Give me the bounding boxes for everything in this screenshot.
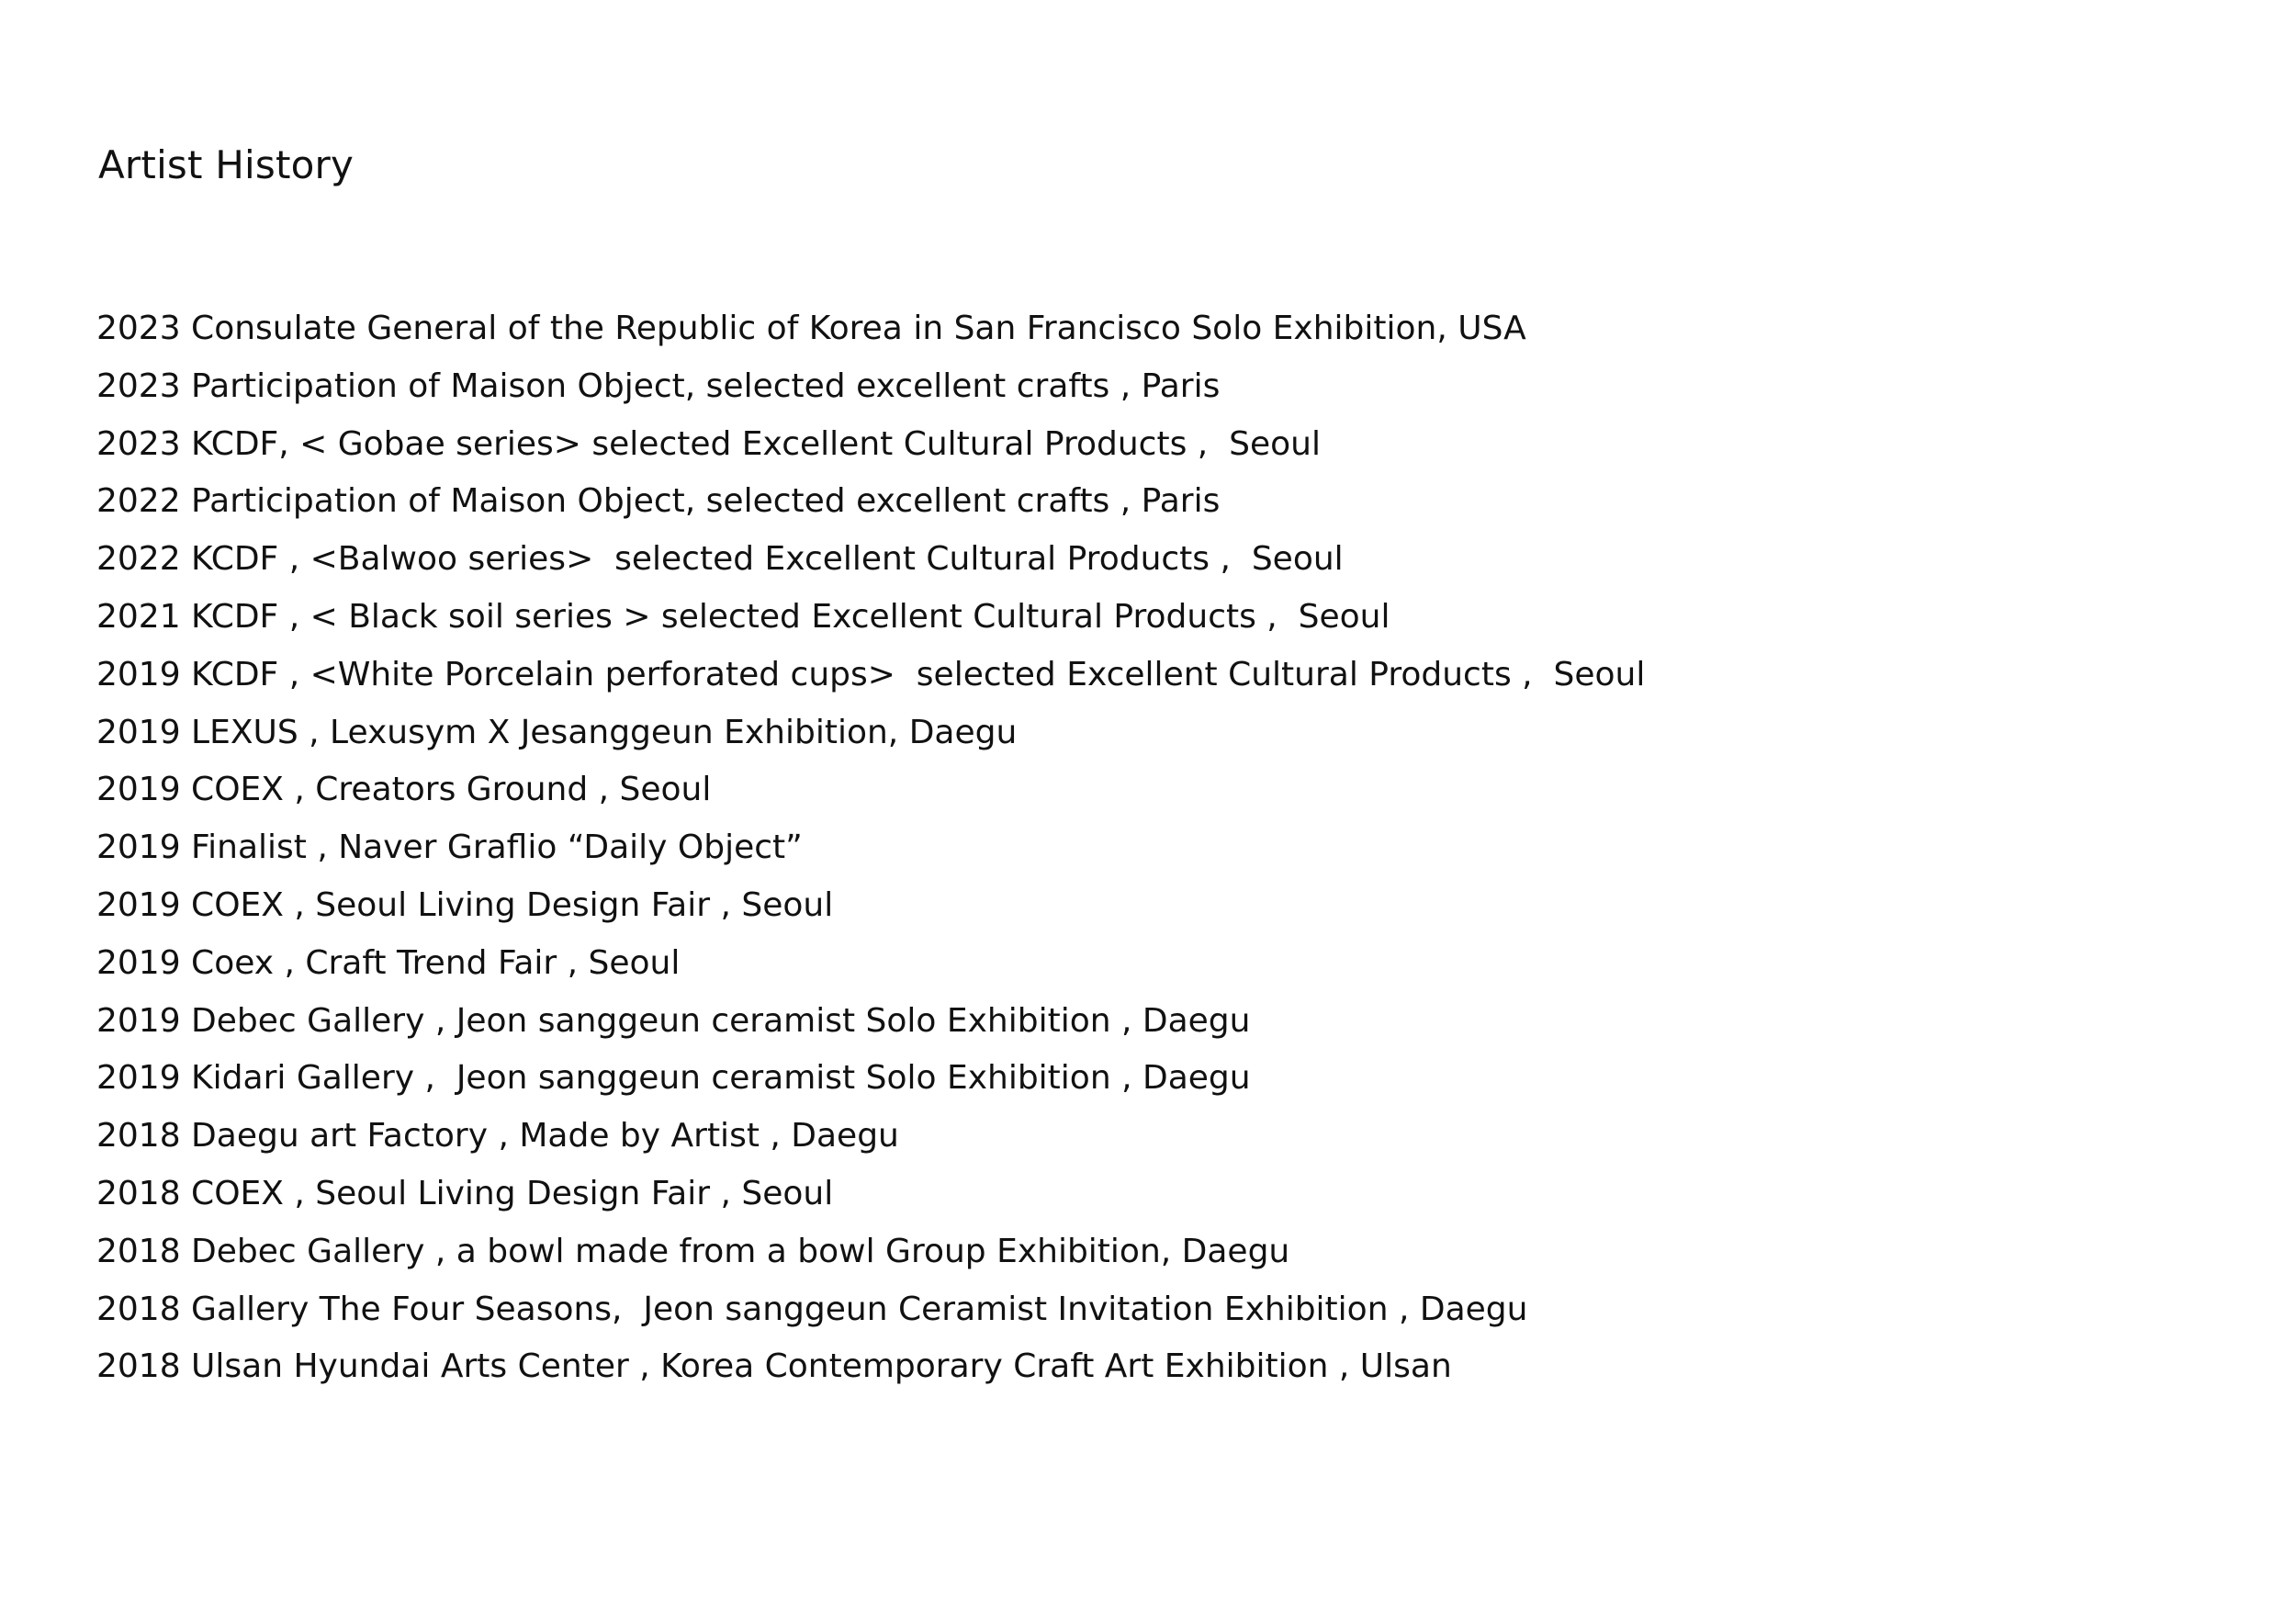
history-item: 2019 Coex , Craft Trend Fair , Seoul	[96, 943, 681, 982]
history-item: 2019 KCDF , <White Porcelain perforated cups> selected Excellent Cultural Products , Seoul	[96, 655, 1646, 693]
history-item: 2022 Participation of Maison Object, selected excellent crafts , Paris	[96, 482, 1221, 521]
history-item: 2022 KCDF , <Balwoo series> selected Excellent Cultural Products , Seoul	[96, 540, 1344, 579]
page-title: Artist History	[98, 142, 355, 187]
history-item: 2023 KCDF, < Gobae series> selected Excellent Cultural Products , Seoul	[96, 424, 1321, 463]
history-item: 2019 Debec Gallery , Jeon sanggeun ceramist Solo Exhibition , Daegu	[96, 1001, 1251, 1040]
history-item: 2018 Ulsan Hyundai Arts Center , Korea Contemporary Craft Art Exhibition , Ulsan	[96, 1347, 1452, 1386]
history-list	[96, 300, 1645, 1396]
history-item: 2023 Participation of Maison Object, selected excellent crafts , Paris	[96, 366, 1221, 405]
history-item: 2019 LEXUS , Lexusym X Jesanggeun Exhibition, Daegu	[96, 713, 1018, 751]
history-item: 2018 Debec Gallery , a bowl made from a bowl Group Exhibition, Daegu	[96, 1232, 1290, 1270]
history-item: 2019 COEX , Seoul Living Design Fair , Seoul	[96, 885, 834, 924]
history-item: 2018 Gallery The Four Seasons, Jeon sanggeun Ceramist Invitation Exhibition , Daegu	[96, 1290, 1528, 1328]
history-item: 2019 Finalist , Naver Graflio “Daily Object”	[96, 828, 803, 867]
history-item: 2018 Daegu art Factory , Made by Artist , Daegu	[96, 1117, 899, 1155]
history-item: 2021 KCDF , < Black soil series > selected Excellent Cultural Products , Seoul	[96, 597, 1390, 636]
history-item: 2019 COEX , Creators Ground , Seoul	[96, 771, 712, 809]
history-item: 2023 Consulate General of the Republic of Korea in San Francisco Solo Exhibition, USA	[96, 310, 1526, 347]
history-item: 2018 COEX , Seoul Living Design Fair , Seoul	[96, 1174, 834, 1212]
history-item: 2019 Kidari Gallery , Jeon sanggeun ceramist Solo Exhibition , Daegu	[96, 1059, 1251, 1098]
